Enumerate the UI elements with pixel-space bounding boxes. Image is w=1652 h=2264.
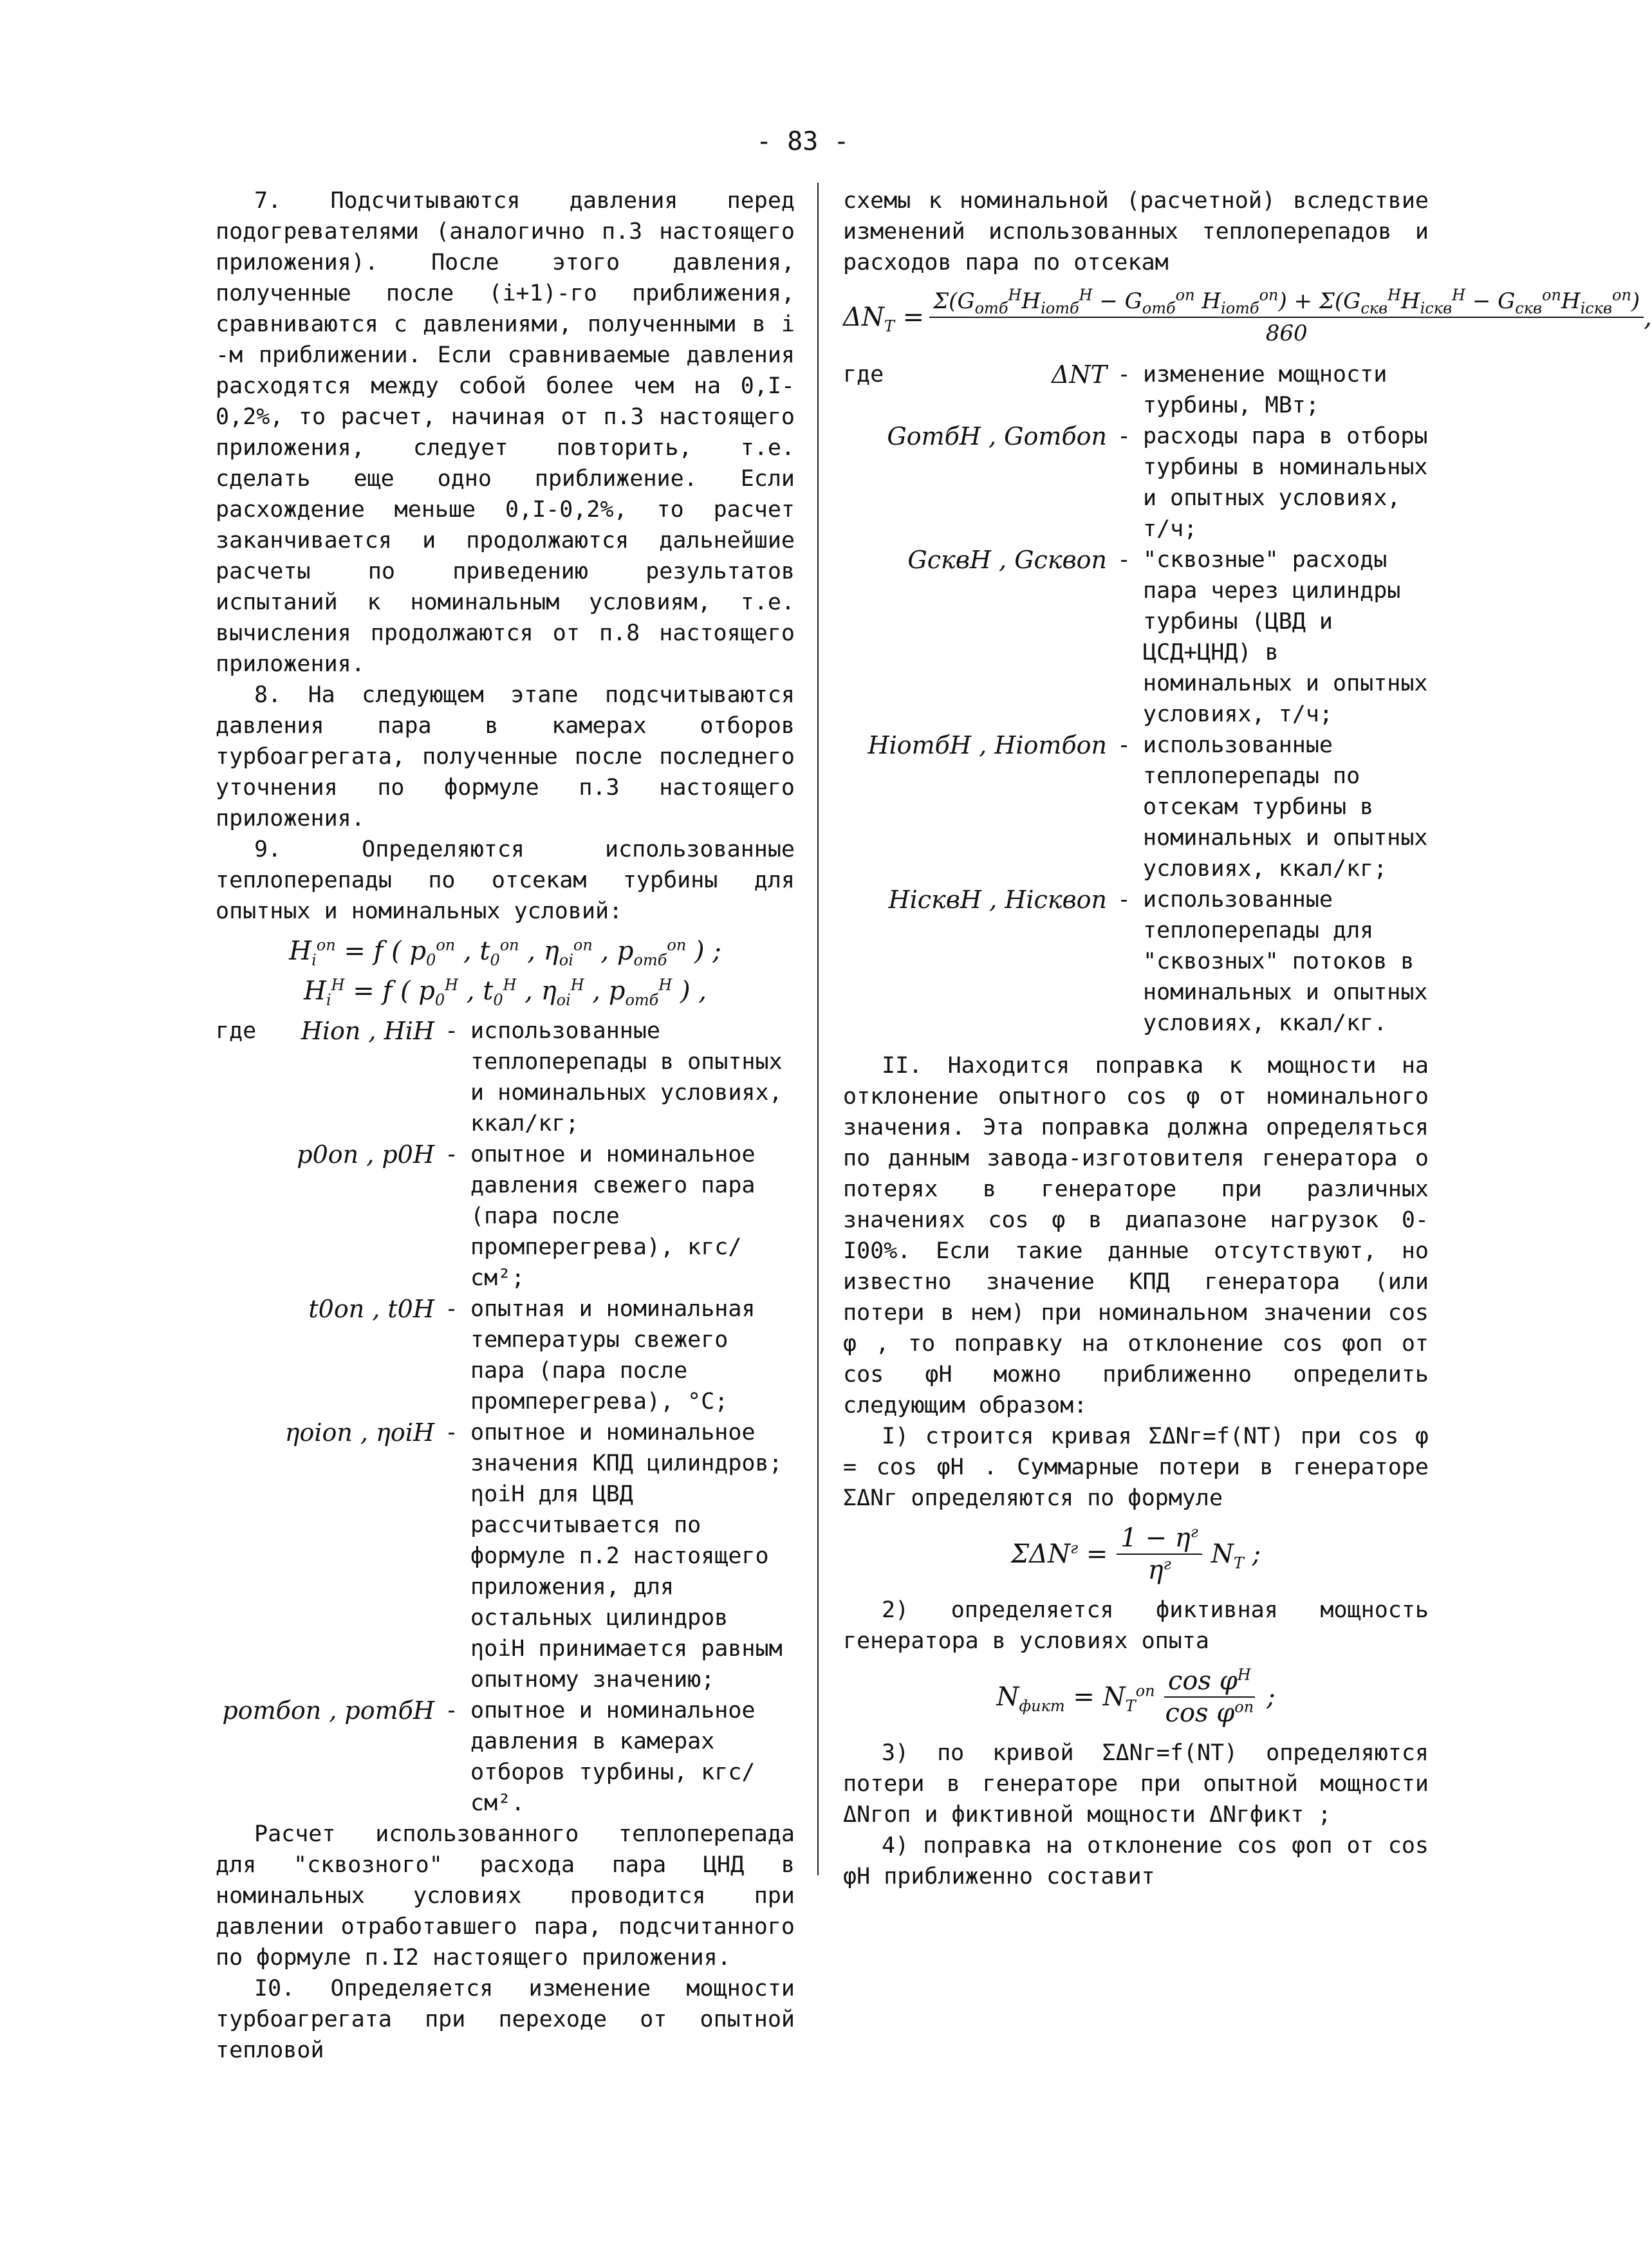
formula-n-fict: $N_{фикт} = N_T^{оп}$ $\frac{\cos \varphi^H}{\cos \varphi^{оп}}$ ; [996, 1666, 1276, 1728]
step-3: 3) по кривой ΣΔNг=f(NT) определяются потери в генераторе при опытной мощности ΔNгоп и фиктивной мощности ΔNгфикт ; [843, 1740, 1429, 1828]
definition-symbol: Hiоп , HiH [301, 1017, 434, 1045]
definition-symbol: pотбоп , pотбH [222, 1696, 434, 1725]
definition-symbol: HiотбH , Hiотбоп [868, 731, 1107, 759]
definition-text: изменение мощности турбины, МВт; [1143, 362, 1387, 418]
paragraph-10: I0. Определяется изменение мощности турбоагрегата при переходе от опытной тепловой [216, 1976, 795, 2063]
formula-h-op: $H_i^{оп} = f$ ( $p_0^{оп}$ , $t_0^{оп}$ , $\eta_{oi}^{оп}$ , $p_{отб}^{оп}$ ) ; [289, 936, 721, 969]
right-definitions [843, 359, 1429, 1039]
definition-text: опытная и номинальная температуры свежего пара (пара после промперегрева), °C; [470, 1296, 756, 1415]
formula-delta-nt: $\Delta N_T$ = $\Sigma(G_{отб}^HH_{iотб}^H - G_{отб}^{оп}$ $H_{iотб}^{оп}) + \Sigma(G_{скв}^HH_{iскв}^H - G_{скв}^{оп}H_{iскв}^{оп})$ 860 , [843, 286, 1652, 346]
definition-row: ηoiоп , ηoiH - опытное и номинальное значения КПД цилиндров; ηoiH для ЦВД рассчитывается по формуле п.2 настоящего приложения, для остальных цилиндров ηoiH принимается равным опытному значению; [216, 1417, 795, 1695]
paragraph-calc: Расчет использованного теплоперепада для "сквозного" расхода пара ЦНД в номинальных условиях проводится при давлении отработавшего пара, подсчитанного по формуле п.I2 настоящего приложения. [216, 1821, 795, 1971]
paragraph-10-continued: схемы к номинальной (расчетной) вследствие изменений использованных теплоперепадов и расходов пара по отсекам [843, 188, 1429, 275]
step-1: I) строится кривая ΣΔNг=f(NT) при cos φ = cos φH . Суммарные потери в генераторе ΣΔNг определяются по формуле [843, 1424, 1429, 1511]
definition-row: t0оп , t0H - опытная и номинальная температуры свежего пара (пара после промперегрева), °C; [216, 1294, 795, 1417]
definition-text: опытное и номинальное давления в камерах отборов турбины, кгс/см². [470, 1698, 756, 1816]
definition-symbol: ΔNT [1051, 360, 1107, 389]
page-number: - 83 - [756, 127, 849, 156]
where-label: где [216, 1018, 257, 1044]
definition-symbol: ηoiоп , ηoiH [284, 1418, 434, 1447]
definition-row: GотбH , Gотбоп - расходы пара в отборы турбины в номинальных и опытных условиях, т/ч; [843, 421, 1429, 544]
definition-row: p0оп , p0H - опытное и номинальное давления свежего пара (пара после промперегрева), кгс/см²; [216, 1139, 795, 1294]
definition-row: HiсквH , Hiсквоп - использованные теплоперепады для "сквозных" потоков в номинальных и опытных условиях, ккал/кг. [843, 884, 1429, 1039]
definition-text: "сквозные" расходы пара через цилиндры турбины (ЦВД и ЦСД+ЦНД) в номинальных и опытных условиях, т/ч; [1143, 547, 1428, 727]
formula-h-nom: $H_i^H = f$ ( $p_0^H$ , $t_0^H$ , $\eta_{oi}^H$ , $p_{отб}^H$ ) , [303, 976, 707, 1009]
definition-text: использованные теплоперепады для "сквозных" потоков в номинальных и опытных условиях, ккал/кг. [1143, 887, 1428, 1036]
paragraph-11: II. Находится поправка к мощности на отклонение опытного cos φ от номинального значения. Эта поправка должна определяться по данным завода-изготовителя генератора о потерях в генераторе при различных значениях cos φ в диапазоне нагрузок 0-I00%. Если такие данные отсутствуют, но известно значение КПД генератора (или потери в нем) при номинальном значении cos φ , то поправку на отклонение cos φоп от cos φH можно приближенно определить следующим образом: [843, 1053, 1429, 1418]
definition-text: опытное и номинальное значения КПД цилиндров; ηoiH для ЦВД рассчитывается по формуле п.2 настоящего приложения, для остальных цилиндров ηoiH принимается равным опытному значению; [470, 1420, 783, 1693]
paragraph-7: 7. Подсчитываются давления перед подогревателями (аналогично п.3 настоящего приложения). После этого давления, полученные после (i+1)-го приближения, сравниваются с давлениями, полученными в i -м приближении. Если сравниваемые давления расходятся между собой более чем на 0,I-0,2%, то расчет, начиная от п.3 настоящего приложения, следует повторить, т.е. сделать еще одно приближение. Если расхождение меньше 0,I-0,2%, то расчет заканчивается и продолжаются дальнейшие расчеты по приведению результатов испытаний к номинальным условиям, т.е. вычисления продолжаются от п.8 настоящего приложения. [216, 188, 795, 677]
where-label: где [843, 362, 884, 387]
definition-row: ΔNT - изменение мощности турбины, МВт; [843, 359, 1429, 421]
definition-symbol: HiсквH , Hiсквоп [888, 886, 1107, 914]
definition-row: pотбоп , pотбH - опытное и номинальное давления в камерах отборов турбины, кгс/см². [216, 1695, 795, 1819]
step-4: 4) поправка на отклонение cos φоп от cos φH приближенно составит [843, 1833, 1429, 1889]
paragraph-8: 8. На следующем этапе подсчитываются давления пара в камерах отборов турбоагрегата, полученные после последнего уточнения по формуле п.3 настоящего приложения. [216, 682, 795, 831]
definition-symbol: t0оп , t0H [308, 1295, 434, 1323]
formula-sum-losses: $\Sigma\Delta N^г$ = $\frac{1 - \eta^г}{\eta^г}$ $N_T$ ; [1010, 1523, 1261, 1585]
left-definitions [216, 1016, 795, 1819]
step-2: 2) определяется фиктивная мощность генератора в условиях опыта [843, 1597, 1429, 1654]
definition-text: использованные теплоперепады по отсекам турбины в номинальных и опытных условиях, ккал/кг; [1143, 732, 1428, 882]
definition-symbol: GсквH , Gсквоп [907, 546, 1107, 574]
definition-symbol: GотбH , Gотбоп [887, 422, 1107, 450]
definition-row: HiотбH , Hiотбоп - использованные теплоперепады по отсекам турбины в номинальных и опытных условиях, ккал/кг; [843, 730, 1429, 884]
definition-row: GсквH , Gсквоп - "сквозные" расходы пара через цилиндры турбины (ЦВД и ЦСД+ЦНД) в номинальных и опытных условиях, т/ч; [843, 544, 1429, 730]
column-divider [817, 183, 819, 1875]
right-column [843, 185, 1652, 1892]
definition-row: Hiоп , HiH - использованные теплоперепады в опытных и номинальных условиях, ккал/кг; [216, 1016, 795, 1139]
definition-text: расходы пара в отборы турбины в номинальных и опытных условиях, т/ч; [1143, 423, 1428, 542]
definition-symbol: p0оп , p0H [297, 1140, 434, 1169]
definition-text: опытное и номинальное давления свежего пара (пара после промперегрева), кгс/см²; [470, 1142, 756, 1291]
definition-text: использованные теплоперепады в опытных и номинальных условиях, ккал/кг; [470, 1018, 783, 1137]
paragraph-9: 9. Определяются использованные теплоперепады по отсекам турбины для опытных и номинальных условий: [216, 837, 795, 924]
left-column [216, 185, 795, 2066]
